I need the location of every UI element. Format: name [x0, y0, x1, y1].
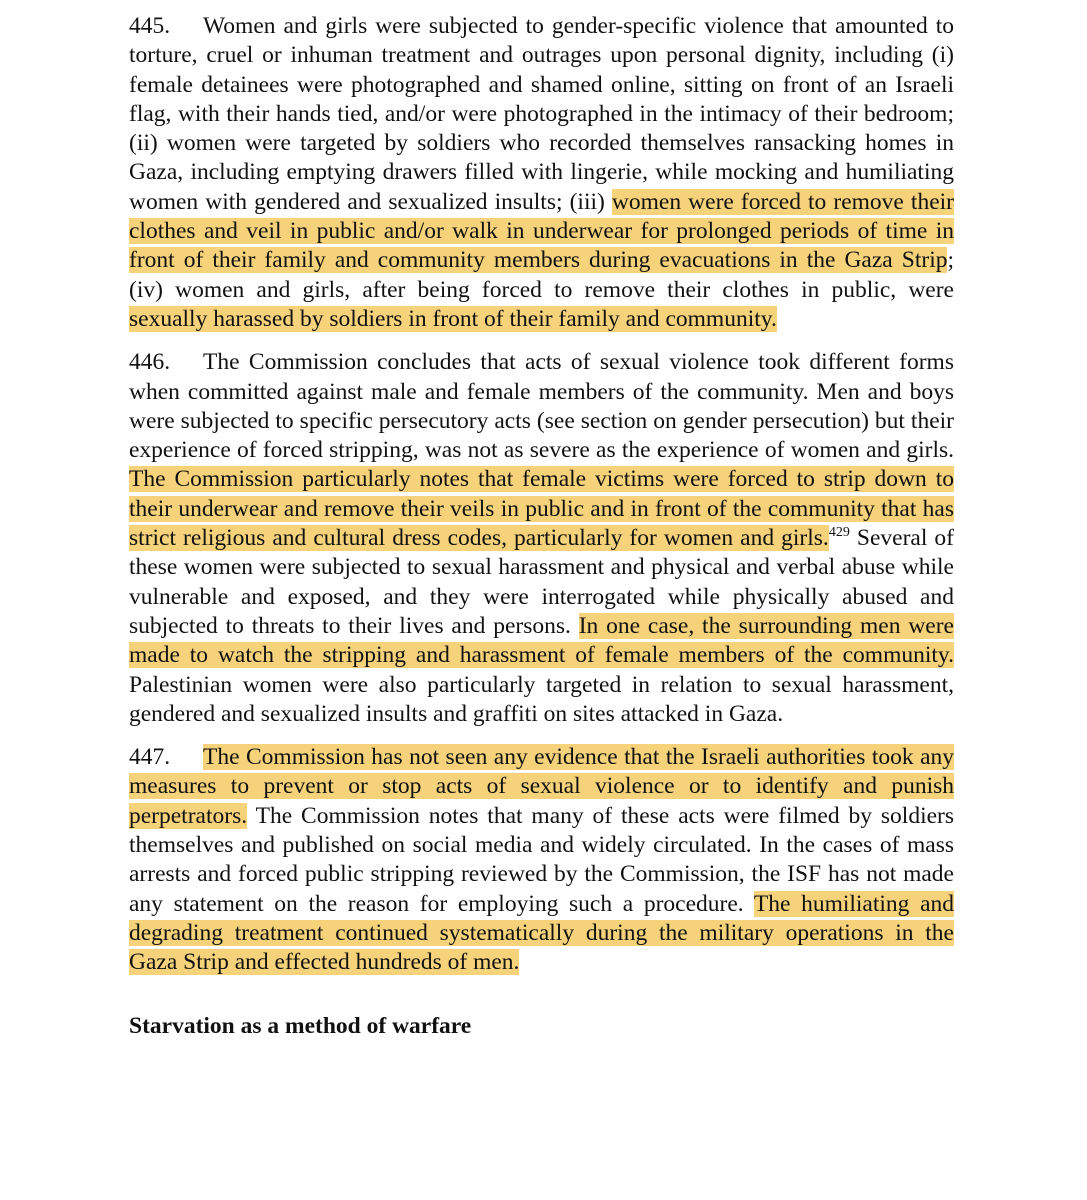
paragraph-text: ; (iv) women and girls, after being forced to remove their clothes in public, were — [129, 247, 954, 303]
paragraph — [129, 743, 954, 977]
highlighted-text: women were forced to remove their clothes and veil in public and/or walk in underwear for prolonged periods of time in front of their family and community members during evacuations in the Gaza Strip — [129, 188, 954, 274]
highlighted-text: The humiliating and degrading treatment continued systematically during the military operations in the Gaza Strip and effected hundreds of men. — [129, 890, 954, 976]
paragraph-text: Women and girls were subjected to gender-specific violence that amounted to torture, cruel or inhuman treatment and outrages upon personal dignity, including (i) female detainees were photographed and shamed online, sitting on front of an Israeli flag, with their hands tied, and/or were photographed in the intimacy of their bedroom; (ii) women were targeted by soldiers who recorded themselves ransacking homes in Gaza, including emptying drawers filled with lingerie, while mocking and humiliating women with gendered and sexualized insults; (iii) — [129, 13, 954, 215]
document-page — [129, 12, 954, 1041]
highlighted-text: sexually harassed by soldiers in front of their family and community. — [129, 305, 777, 332]
paragraph-text: The Commission notes that many of these acts were filmed by soldiers themselves and published on social media and widely circulated. In the cases of mass arrests and forced public stripping reviewed by the Commission, the ISF has not made any statement on the reason for employing such a procedure. — [129, 802, 954, 917]
paragraph — [129, 348, 954, 729]
paragraph-list — [129, 12, 954, 978]
paragraph-number: 447. — [129, 744, 171, 771]
paragraph-text: Several of these women were subjected to sexual harassment and physical and verbal abuse while vulnerable and exposed, and they were interrogated while physically abused and subjected to threats to their lives and persons. — [129, 525, 954, 639]
paragraph-text: Palestinian women were also particularly targeted in relation to sexual harassment, gendered and sexualized insults and graffiti on sites attacked in Gaza. — [129, 671, 954, 727]
paragraph-number: 445. — [129, 13, 171, 39]
highlighted-text: In one case, the surrounding men were made to watch the stripping and harassment of female members of the community. — [129, 612, 954, 669]
section-heading: Starvation as a method of warfare — [129, 1012, 472, 1039]
highlighted-text: The Commission has not seen any evidence that the Israeli authorities took any measures to prevent or stop acts of sexual violence or to identify and punish perpetrators. — [129, 744, 954, 829]
paragraph — [129, 12, 954, 334]
footnote-ref: 429 — [828, 525, 850, 541]
paragraph-number: 446. — [129, 349, 171, 376]
highlighted-text: The Commission particularly notes that female victims were forced to strip down to their underwear and remove their veils in public and in front of the community that has strict religious and cultural dress codes, particularly for women and girls. — [129, 466, 954, 552]
paragraph-text: The Commission concludes that acts of sexual violence took different forms when committed against male and female members of the community. Men and boys were subjected to specific persecutory acts (see section on gender persecution) but their experience of forced stripping, was not as severe as the experience of women and girls. — [129, 349, 954, 464]
